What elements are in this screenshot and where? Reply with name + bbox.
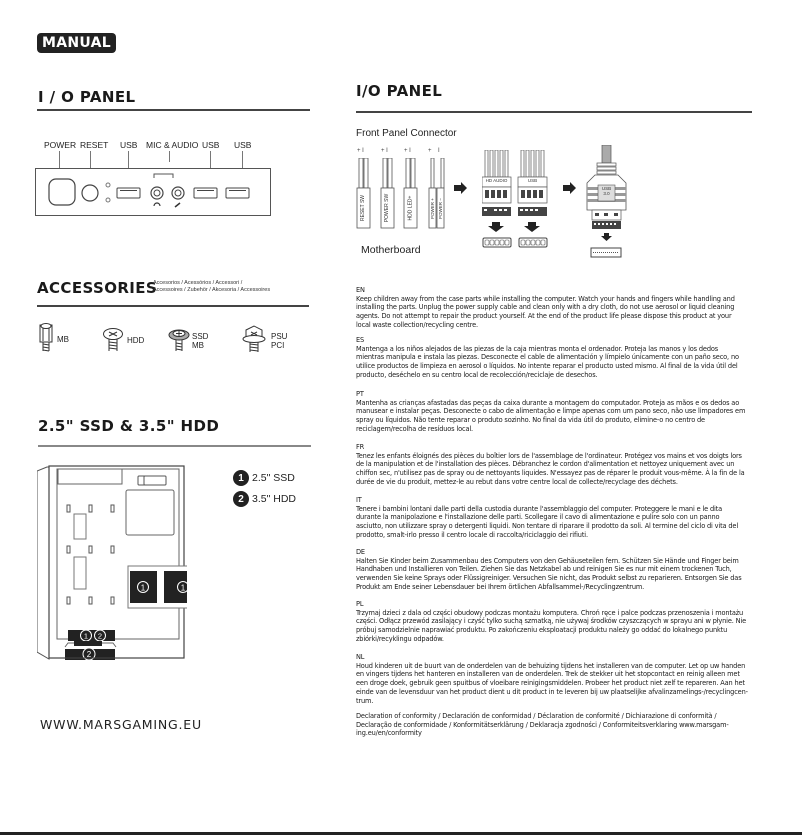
- usb-header-label: USB: [527, 178, 538, 183]
- io-panel-title: I / O PANEL: [38, 88, 136, 106]
- led-icon: [106, 183, 110, 187]
- language-text: Halten Sie Kinder beim Zusammenbau des Computers von den Gehäuseteilen fern. Schützen Sie Hände und Finger beim Handhaben und Installieren von Teilen. Ziehen Sie das Netzkabel ab und reinigen Sie es nur mit einem trockenen Tuch, verwenden Sie keine Sprays oder Flüssigreiniger. Versuchen Sie nicht, das Produkt selbst zu reparieren. Entsorgen Sie das Produkt am Ende seiner Lebensdauer bei Ihrem örtlichen Abfallsammel-/Recyclingzentrum.: [356, 556, 742, 591]
- leader-line: [128, 151, 129, 168]
- standoff-screw-icon: [37, 322, 55, 354]
- language-code: FR: [356, 443, 365, 451]
- language-code: NL: [356, 653, 365, 661]
- usb3-label: [598, 186, 615, 196]
- legend-marker-1: 1: [233, 470, 249, 486]
- pin-label-hdd-led: [402, 190, 418, 226]
- leader-line: [59, 151, 60, 168]
- accessories-subtitle: [153, 280, 270, 293]
- accessory-label-line: SSD: [192, 332, 209, 341]
- svg-text:2: 2: [86, 650, 92, 659]
- pin-polarity: I: [438, 148, 440, 154]
- accessories-subtitle-line: Accessoires / Zubehör / Akcesoria / Accessoires: [153, 286, 271, 293]
- right-io-panel-divider: [356, 111, 752, 113]
- svg-text:1: 1: [83, 631, 89, 641]
- cross-head-screw-icon: [102, 327, 124, 353]
- safety-text-nl: [356, 653, 748, 705]
- language-code: PL: [356, 600, 364, 608]
- marker-1-label: 1: [140, 583, 146, 593]
- leader-line: [90, 151, 91, 168]
- accessory-label-line: MB: [192, 341, 204, 350]
- accessory-label-hdd: [127, 336, 144, 345]
- pin-label-power-minus: [436, 190, 444, 226]
- usb-port-icon: [194, 188, 217, 198]
- accessory-label-line: MB: [57, 335, 69, 344]
- accessories-subtitle-line: Accesorios / Acessórios / Accessori /: [153, 280, 243, 286]
- front-panel-connector-title: Front Panel Connector: [356, 128, 457, 139]
- usb-port-icon: [226, 188, 249, 198]
- pin-label-text: POWER +: [429, 197, 435, 219]
- hd-audio-header-pins: [483, 238, 511, 247]
- legend-label-ssd: 2.5" SSD: [252, 472, 295, 484]
- arrow-down-icon: [524, 222, 540, 232]
- safety-text-de: [356, 548, 748, 592]
- usb3-label-line: 3.0: [603, 191, 610, 196]
- port-label-reset: RESET: [80, 140, 109, 150]
- front-io-panel: [35, 168, 271, 216]
- svg-text:2: 2: [97, 631, 103, 641]
- arrow-right-icon: [454, 182, 467, 194]
- language-text: Tenere i bambini lontani dalle parti della custodia durante l'assemblaggio del computer. Proteggere le mani e le dita durante la manipolazione e l'installazione delle parti. Scollegare il cavo di alimentazione e pulire solo con un panno asciutto, non utilizzare spray o detergenti liquidi. Non tentare di riparare il prodotto da soli. Al termine del ciclo di vita del prodotto, smalt-irlo presso il centro locale di raccolta/riciclaggio dei rifiuti.: [356, 504, 739, 539]
- safety-text-fr: [356, 443, 748, 487]
- port-label-mic-audio: MIC & AUDIO: [146, 140, 199, 150]
- port-label-usb-2: USB: [202, 140, 220, 150]
- io-panel-drawing: [36, 169, 272, 217]
- safety-text-es: [356, 336, 748, 380]
- language-text: Trzymaj dzieci z dala od części obudowy podczas montażu komputera. Chroń ręce i palce podczas przenoszenia i montażu części. Odłącz przewód zasilający i czyść tylko suchą szmatką, nie używaj środków czyszczących w sprayu ani w płynie. Nie próbuj samodzielnie naprawiać produktu. Po zakończeniu eksploatacji produktu należy go oddać do lokalnego punktu zbiórki/recyklingu odpadów.: [356, 608, 747, 643]
- language-code: IT: [356, 496, 362, 504]
- pin-polarity: +: [428, 148, 432, 154]
- safety-text-pt: [356, 390, 748, 434]
- language-code: EN: [356, 286, 365, 294]
- website-url[interactable]: WWW.MARSGAMING.EU: [40, 717, 202, 732]
- leader-line: [242, 151, 243, 168]
- headphone-icon: [154, 203, 160, 206]
- pin-label-text: POWER SW: [384, 193, 390, 223]
- case-side-drawing: [37, 465, 187, 665]
- drives-divider: [38, 445, 311, 447]
- hd-audio-header-label: HD AUDIO: [485, 178, 508, 183]
- pin-label-reset-sw: [355, 190, 371, 226]
- safety-text-en: [356, 286, 748, 330]
- accessory-label-psu-pci: [271, 332, 287, 350]
- marker-1-label: 1: [180, 583, 186, 593]
- language-code: DE: [356, 548, 365, 556]
- motherboard-label: Motherboard: [361, 244, 421, 256]
- language-text: Mantenha as crianças afastadas das peças da caixa durante a montagem do computador. Proteja as mãos e os dedos ao manusear e instalar peças. Desconecte o cabo de alimentação e limpe apenas com um pano seco, não use limpadores em spray ou líquidos. Não tente reparar o produto sozinho. No final da vida útil do produto, elimine-o no centro de reciclagem/recolha de resíduos local.: [356, 398, 746, 433]
- front-panel-outline: [37, 467, 49, 659]
- accessory-label-ssd-mb: [192, 332, 208, 350]
- accessory-label-line: HDD: [127, 336, 145, 345]
- safety-text-pl: [356, 600, 748, 644]
- pin-label-text: RESET SW: [360, 194, 366, 222]
- headphone-jack-icon: [151, 187, 163, 199]
- io-panel-divider: [37, 109, 310, 111]
- pin-label-power-sw: [379, 190, 395, 226]
- accessory-label-mb: [57, 335, 69, 344]
- drives-title: 2.5" SSD & 3.5" HDD: [38, 417, 220, 435]
- accessories-divider: [37, 305, 309, 307]
- mic-jack-icon: [172, 187, 184, 199]
- usb3-connector-drawing: [583, 145, 631, 260]
- pin-polarity: + I: [381, 148, 388, 154]
- arrow-down-icon: [488, 222, 504, 232]
- leader-line: [169, 151, 170, 162]
- pin-label-power-plus: [428, 190, 436, 226]
- led-icon: [106, 198, 110, 202]
- language-text: Mantenga a los niños alejados de las piezas de la caja mientras monta el ordenador. Proteja las manos y los dedos mientras manipula e instala las piezas. Desconecte el cable de alimentación y límpielo únicamente con un paño seco, no utilice productos de limpieza en aerosol o líquidos. No intente reparar el producto usted mismo. Al final de la vida útil del producto, deséchelo en su centro local de recolección/reciclaje de desechos.: [356, 344, 739, 379]
- microphone-icon: [175, 203, 180, 207]
- usb-port-icon: [117, 188, 140, 198]
- language-text: Keep children away from the case parts while installing the computer. Watch your hands and fingers while handling and installing the parts. Unplug the power supply cable and clean only with a dry cloth, do not use aerosol or liquid cleaning agents. Do not attempt to repair the product yourself. At the end of the product life please dispose this product at your local waste collection/recycling centre.: [356, 294, 735, 329]
- accessory-label-line: PCI: [271, 341, 285, 350]
- accessories-title: ACCESSORIES: [37, 279, 158, 297]
- language-text: Houd kinderen uit de buurt van de onderdelen van de behuizing tijdens het installeren van de computer. Let op uw handen en vingers tijdens het hanteren en installeren van de onderdelen. Trek de stekker uit het stopcontact en reinig alleen met een droge doek, gebruik geen spuitbus of vloeibare reinigingsmiddelen. Probeer het product niet zelf te repareren. Aan het einde van de levensduur van het product dient u dit product in te leveren bij uw plaatselijke afvalinzamelings-/recyclingcen-trum.: [356, 661, 748, 705]
- usb3-label-line: USB: [601, 186, 612, 191]
- manual-badge: MANUAL: [37, 33, 116, 53]
- usb-header-pins: [519, 238, 547, 247]
- port-label-usb-1: USB: [120, 140, 138, 150]
- language-text: Tenez les enfants éloignés des pièces du boîtier lors de l'assemblage de l'ordinateur. Protégez vos mains et vos doigts lors de la manipulation et de l'installation des pièces. Débranchez le cordon d'alimentation et nettoyez uniquement avec un chiffon sec, n'utilisez pas de spray ou de nettoyants liquides. N'essayez pas de réparer le produit vous-même. À la fin de la durée de vie du produit, mettez-le au rebut dans votre centre local de collecte/recyclage des déchets.: [356, 451, 745, 486]
- pin-label-text: POWER −: [437, 197, 443, 219]
- flange-screw-icon: [168, 327, 190, 353]
- conformity-text: Declaration of conformity / Declaración de conformidad / Déclaration de conformité / Dichiarazione di conformità / Declaração de conformidade / Konformitätserklärung / Deklaracja zgodności / Conformiteitsverklaring www.marsgam-ing.eu/en/conformity: [356, 712, 729, 738]
- pin-label-text: HDD LED+: [407, 195, 413, 221]
- legend-label-hdd: 3.5" HDD: [252, 493, 296, 505]
- pin-polarity: + I: [357, 148, 364, 154]
- hex-screw-icon: [242, 324, 266, 354]
- port-label-power: POWER: [44, 140, 77, 150]
- port-label-usb-3: USB: [234, 140, 252, 150]
- legend-marker-2: 2: [233, 491, 249, 507]
- language-code: PT: [356, 390, 364, 398]
- pin-polarity: + I: [404, 148, 411, 154]
- accessory-label-line: PSU: [271, 332, 288, 341]
- arrow-down-icon: [601, 233, 612, 241]
- right-io-panel-title: I/O PANEL: [356, 82, 443, 100]
- leader-line: [210, 151, 211, 168]
- reset-button-icon: [82, 185, 98, 201]
- safety-text-it: [356, 496, 748, 540]
- power-button-icon: [49, 179, 75, 205]
- language-code: ES: [356, 336, 365, 344]
